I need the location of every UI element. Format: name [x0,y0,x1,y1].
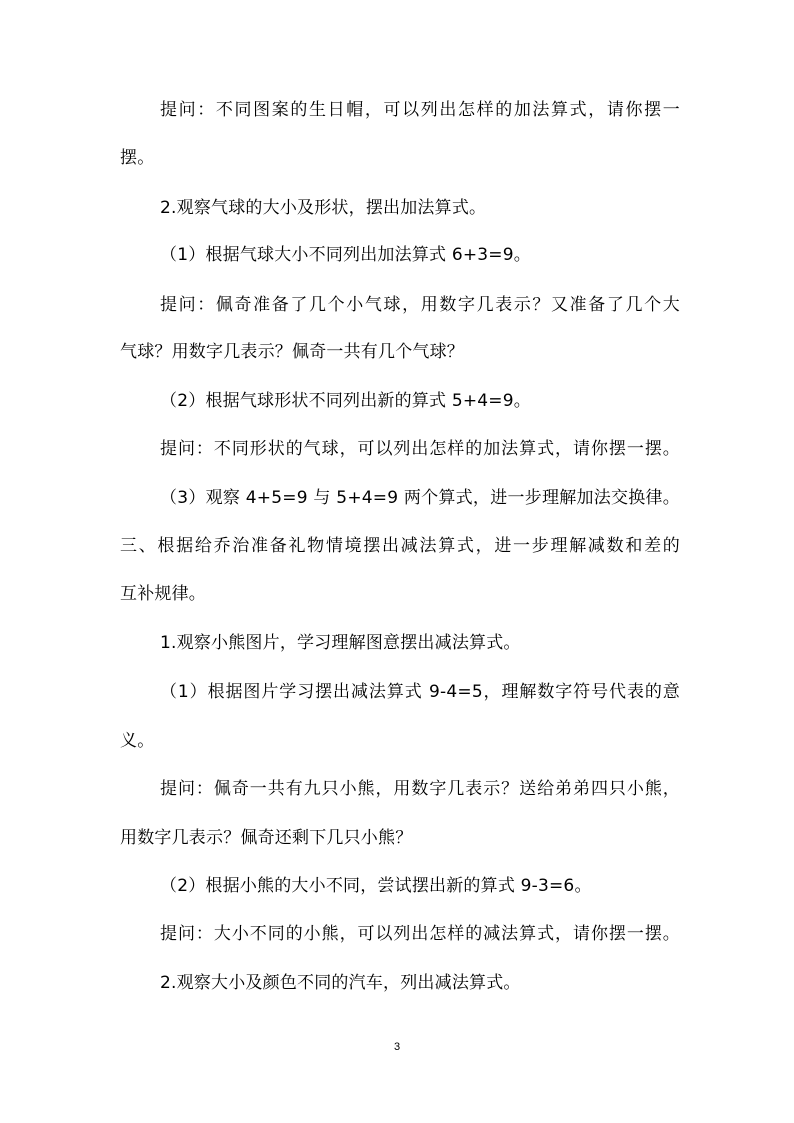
paragraph-line: 义。 [120,731,155,751]
section-heading: 互补规律。 [120,584,206,604]
section-heading: 2.观察气球的大小及形状，摆出加法算式。 [160,198,487,218]
section-heading: 三、根据给乔治准备礼物情境摆出减法算式，进一步理解减数和差的 [120,536,680,556]
paragraph-line: 提问：大小不同的小熊，可以列出怎样的减法算式，请你摆一摆。 [160,924,680,944]
paragraph-line: 提问：佩奇准备了几个小气球，用数字几表示？又准备了几个大 [160,295,680,315]
paragraph-line: （2）根据气球形状不同列出新的算式 5+4=9。 [160,391,531,411]
page-number: 3 [393,1041,401,1053]
paragraph-line: 用数字几表示？佩奇还剩下几只小熊？ [120,828,413,848]
paragraph-line: 提问：佩奇一共有九只小熊，用数字几表示？送给弟弟四只小熊， [160,779,680,799]
paragraph-line: （1）根据图片学习摆出减法算式 9-4=5，理解数字符号代表的意 [160,682,680,702]
paragraph-line: 提问：不同形状的气球，可以列出怎样的加法算式，请你摆一摆。 [160,439,680,459]
paragraph-line: 气球？用数字几表示？佩奇一共有几个气球？ [120,342,464,362]
section-heading: 1.观察小熊图片，学习理解图意摆出减法算式。 [160,633,521,653]
paragraph-line: （1）根据气球大小不同列出加法算式 6+3=9。 [160,245,531,265]
paragraph-line: （2）根据小熊的大小不同，尝试摆出新的算式 9-3=6。 [160,876,592,896]
paragraph-line: 摆。 [120,148,155,168]
paragraph-line: （3）观察 4+5=9 与 5+4=9 两个算式，进一步理解加法交换律。 [160,488,680,508]
paragraph-line: 提问：不同图案的生日帽，可以列出怎样的加法算式，请你摆一 [160,100,680,120]
section-heading: 2.观察大小及颜色不同的汽车，列出减法算式。 [160,973,521,993]
